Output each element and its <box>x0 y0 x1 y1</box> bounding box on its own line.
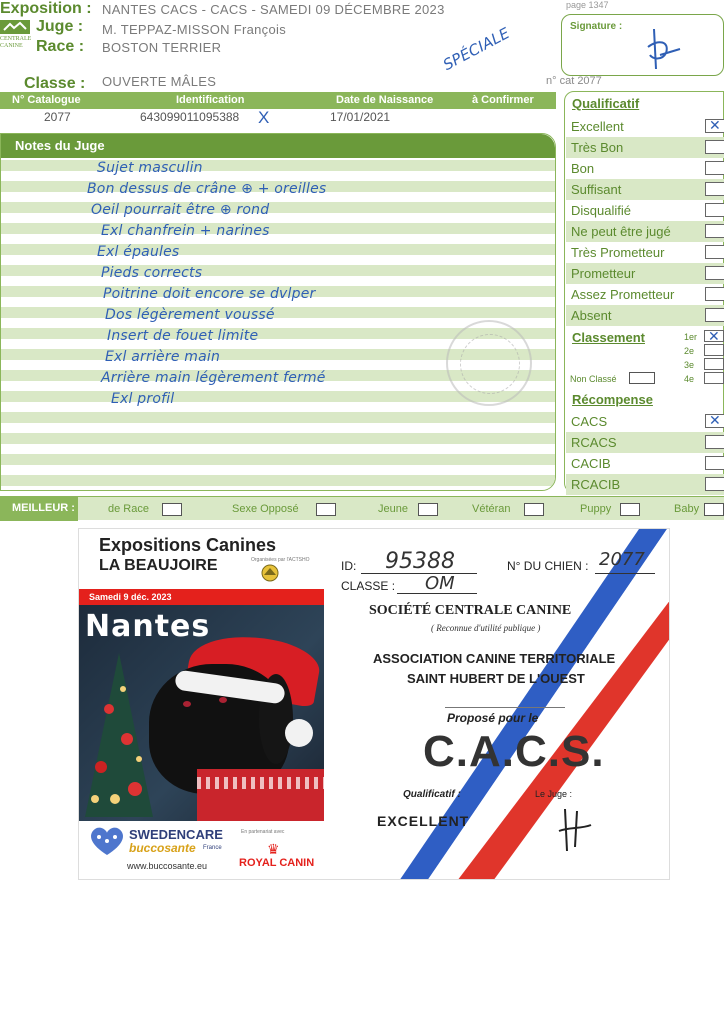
rank-label: 1er <box>684 332 698 342</box>
qualificatif-prometteur[interactable]: Prometteur <box>566 263 724 284</box>
meilleur-puppy-checkbox[interactable] <box>620 503 640 516</box>
centrale-canine-logo: CENTRALE CANINE <box>0 20 34 54</box>
checkbox[interactable] <box>705 435 724 449</box>
meilleur-veteran-checkbox[interactable] <box>524 503 544 516</box>
note-line: Exl profil <box>111 391 175 407</box>
date-naissance-value: 17/01/2021 <box>330 110 391 124</box>
sponsor-country: France <box>203 845 222 851</box>
award-title: C.A.C.S. <box>423 727 605 776</box>
recompense-cacs[interactable]: CACS ✕ <box>566 411 724 432</box>
qualificatif-tres-prometteur[interactable]: Très Prometteur <box>566 242 724 263</box>
header-a-confirmer: à Confirmer <box>472 94 534 106</box>
note-line: Oeil pourrait être ⊕ rond <box>91 202 270 218</box>
recompense-cacib[interactable]: CACIB <box>566 453 724 474</box>
qualificatif-ne-peut-etre-juge[interactable]: Ne peut être jugé <box>566 221 724 242</box>
signature-label: Signature : <box>570 21 623 32</box>
note-line: Insert de fouet limite <box>107 328 259 344</box>
sponsor-name: SWEDENCARE <box>129 827 223 842</box>
propose-label: Proposé pour le <box>447 711 539 725</box>
rank-2-checkbox[interactable] <box>704 344 724 356</box>
poster-date: Samedi 9 déc. 2023 <box>79 589 324 605</box>
note-line: Exl épaules <box>97 244 180 260</box>
poster-venue: LA BEAUJOIRE <box>99 557 218 574</box>
qualificatif-tres-bon[interactable]: Très Bon <box>566 137 724 158</box>
sponsor-brand: buccosante <box>129 841 196 855</box>
sponsor-url: www.buccosante.eu <box>127 861 208 871</box>
classe-label: Classe : <box>24 75 86 92</box>
qualificatif-assez-prometteur[interactable]: Assez Prometteur <box>566 284 724 305</box>
rank-1-checkbox[interactable] <box>704 330 724 342</box>
identification-check-mark: X <box>258 108 270 127</box>
note-line: Dos légèrement voussé <box>105 307 275 323</box>
classement-title: Classement <box>572 330 645 345</box>
classe-value: OUVERTE MÂLES <box>102 74 217 89</box>
identification-header <box>0 92 556 109</box>
note-line: Poitrine doit encore se dvlper <box>103 286 316 302</box>
checkbox[interactable] <box>705 161 724 175</box>
meilleur-de-race-label: de Race <box>108 503 149 515</box>
note-line: Exl chanfrein + narines <box>101 223 270 239</box>
note-line: Bon dessus de crâne ⊕ + oreilles <box>87 181 327 197</box>
recompense-title: Récompense <box>572 392 653 407</box>
recompense-rcacib[interactable]: RCACIB <box>566 474 724 495</box>
non-classe-label: Non Classé <box>570 374 617 384</box>
exposition-value: NANTES CACS - CACS - SAMEDI 09 DÉCEMBRE 2023 <box>102 2 445 17</box>
org-subtitle: ( Reconnue d'utilité publique ) <box>431 623 541 633</box>
checkbox[interactable] <box>705 203 724 217</box>
crown-icon: ♛ <box>267 841 280 857</box>
association-line-1: ASSOCIATION CANINE TERRITORIALE <box>373 651 616 666</box>
judge-signature <box>555 803 595 855</box>
actsho-logo-icon <box>259 563 281 583</box>
checkbox-checked[interactable] <box>705 414 724 428</box>
poster-city: Nantes <box>85 609 211 644</box>
identification-value: 643099011095388 <box>140 110 240 124</box>
notes-title: Notes du Juge <box>1 134 555 158</box>
swedencare-heart-logo <box>87 825 127 857</box>
id-value: 95388 <box>385 549 455 574</box>
note-line: Sujet masculin <box>97 160 203 176</box>
header-catalogue: N° Catalogue <box>12 94 81 106</box>
poster-title: Expositions Canines <box>99 535 277 555</box>
checkbox[interactable] <box>705 477 724 491</box>
notes-panel <box>0 133 556 491</box>
judge-signature <box>640 25 684 73</box>
race-value: BOSTON TERRIER <box>102 40 222 55</box>
non-classe-checkbox[interactable] <box>629 372 655 384</box>
meilleur-jeune-checkbox[interactable] <box>418 503 438 516</box>
classe-label: CLASSE : <box>341 579 396 593</box>
recompense-rcacs[interactable]: RCACS <box>566 432 724 453</box>
checkbox[interactable] <box>705 266 724 280</box>
exposition-label: Exposition : <box>0 0 92 17</box>
meilleur-sexe-oppose-label: Sexe Opposé <box>232 503 299 515</box>
qualificatif-panel <box>564 91 724 493</box>
qualificatif-bon[interactable]: Bon <box>566 158 724 179</box>
checkbox[interactable] <box>705 245 724 259</box>
speciale-note: SPÉCIALE <box>440 24 513 74</box>
checkbox[interactable] <box>705 287 724 301</box>
id-label: ID: <box>341 559 357 573</box>
note-line: Arrière main légèrement fermé <box>101 370 326 386</box>
page-number: page 1347 <box>566 0 609 10</box>
header-identification: Identification <box>176 94 245 106</box>
royal-canin-logo: ROYAL CANIN <box>239 857 315 869</box>
meilleur-baby-label: Baby <box>674 503 700 515</box>
juge-value: M. TEPPAZ-MISSON François <box>102 22 286 37</box>
org-name: SOCIÉTÉ CENTRALE CANINE <box>369 603 572 618</box>
race-label: Race : <box>36 38 85 55</box>
note-line: Exl arrière main <box>105 349 221 365</box>
meilleur-veteran-label: Vétéran <box>472 503 511 515</box>
official-stamp <box>446 320 532 406</box>
juge-label: Le Juge : <box>535 789 573 799</box>
rank-label: 3e <box>684 360 695 370</box>
rank-label: 2e <box>684 346 695 356</box>
dog-number-value: 2077 <box>599 549 645 570</box>
note-line: Pieds corrects <box>101 265 203 281</box>
qualificatif-label: Qualificatif : <box>403 789 461 800</box>
checkbox[interactable] <box>705 456 724 470</box>
ncat-label: n° cat 2077 <box>546 75 602 87</box>
meilleur-baby-checkbox[interactable] <box>704 503 724 516</box>
header-date-naissance: Date de Naissance <box>336 94 434 106</box>
meilleur-bar <box>0 496 724 520</box>
christmas-tree-illustration <box>79 649 159 821</box>
association-line-2: SAINT HUBERT DE L'OUEST <box>407 671 585 686</box>
rank-4-checkbox[interactable] <box>704 372 724 384</box>
meilleur-jeune-label: Jeune <box>378 503 408 515</box>
dog-number-label: N° DU CHIEN : <box>507 559 589 573</box>
checkbox-checked[interactable] <box>705 119 724 133</box>
poster-organiser: Organisées par l'ACTSHO <box>251 557 310 563</box>
classe-value: OM <box>425 573 455 594</box>
checkbox[interactable] <box>705 140 724 154</box>
meilleur-de-race-checkbox[interactable] <box>162 503 182 516</box>
qualificatif-excellent[interactable]: Excellent ✕ <box>566 116 724 137</box>
checkbox[interactable] <box>705 224 724 238</box>
partner-text: En partenariat avec <box>241 829 285 835</box>
award-card <box>78 528 670 880</box>
meilleur-sexe-oppose-checkbox[interactable] <box>316 503 336 516</box>
checkbox[interactable] <box>705 308 724 322</box>
show-poster <box>79 589 324 821</box>
qualificatif-absent[interactable]: Absent <box>566 305 724 326</box>
juge-label: Juge : <box>36 18 84 35</box>
red-sweater <box>197 769 324 821</box>
qualificatif-disqualifie[interactable]: Disqualifié <box>566 200 724 221</box>
qualificatif-title: Qualificatif <box>572 96 640 111</box>
catalogue-value: 2077 <box>44 110 71 124</box>
rank-3-checkbox[interactable] <box>704 358 724 370</box>
rank-label: 4e <box>684 374 695 384</box>
qualificatif-value: EXCELLENT <box>377 813 470 829</box>
qualificatif-suffisant[interactable]: Suffisant <box>566 179 724 200</box>
checkbox[interactable] <box>705 182 724 196</box>
meilleur-puppy-label: Puppy <box>580 503 612 515</box>
signature-box <box>561 14 724 76</box>
meilleur-label: MEILLEUR : <box>0 497 78 521</box>
